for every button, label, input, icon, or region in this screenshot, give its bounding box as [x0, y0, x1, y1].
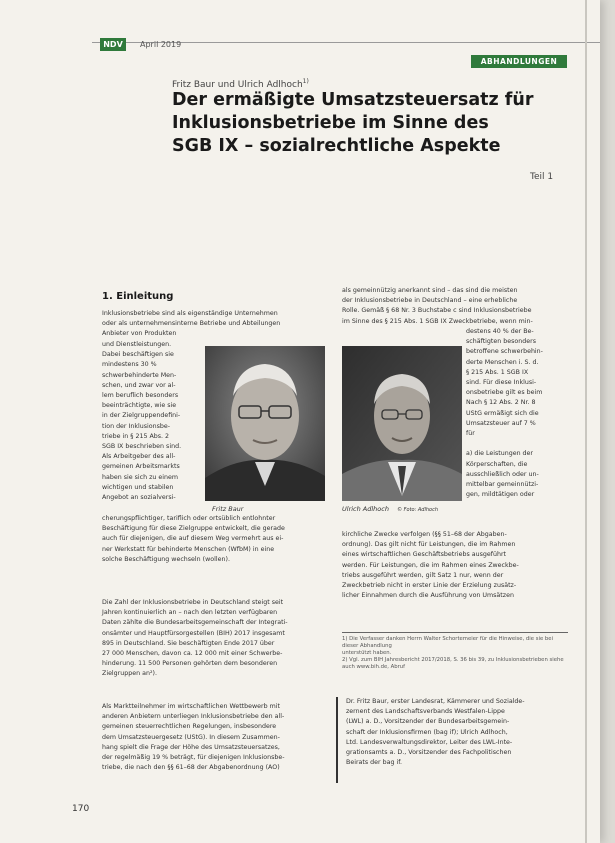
- bio-line: zernent des Landschaftsverbands Westfalen-Lippe: [346, 708, 505, 716]
- authors-text: Fritz Baur und Ulrich Adlhoch: [172, 80, 303, 90]
- caption-name: Ulrich Adlhoch: [342, 505, 389, 513]
- col1-p3-line: dem Umsatzsteuergesetz (UStG). In diesem Zusammen-: [102, 733, 280, 741]
- col1-paragraph-2: [102, 598, 330, 680]
- portrait-image: [205, 346, 325, 501]
- col1-narrow-text: [102, 340, 202, 503]
- caption-credit: © Foto: Adlhoch: [397, 507, 439, 513]
- article-title: [172, 89, 562, 158]
- footnote-line: 1) Die Verfasser danken Herrn Walter Schortemeier für die Hinweise, die sie bei dieser Abhandlung: [342, 636, 553, 649]
- col1-p2-line: hinderung. 11 500 Personen gehörten dem besonderen: [102, 660, 278, 668]
- col1-narrow-line: und Dienstleistungen.: [102, 341, 172, 348]
- col1-paragraph-3: [102, 702, 330, 773]
- footnote-line: unterstützt haben.: [342, 650, 392, 656]
- bio-line: grationsamts a. D., Vorsitzender des Fachpolitischen: [346, 749, 512, 757]
- col1-narrow-line: tion der Inklusionsbe-: [102, 422, 171, 430]
- author-bio-box: [336, 697, 568, 783]
- col1-p3-line: anderen Anbietern unterliegen Inklusionsbetriebe den all-: [102, 713, 285, 721]
- col1-p2-line: Jahren kontinuierlich an – nach den letzten verfügbaren: [102, 609, 278, 617]
- col2-top-line: als gemeinnützig anerkannt sind – das sind die meisten: [342, 287, 518, 294]
- col1-top-line: Inklusionsbetriebe sind als eigenständige Unternehmen: [102, 310, 278, 317]
- col2-bottom-line: eines wirtschaftlichen Geschäftsbetriebs ausgeführt: [342, 551, 507, 559]
- col1-top-text: [102, 309, 330, 340]
- footnote-line: auch www.bih.de, Abruf: [342, 664, 405, 670]
- col2-narrow-line: onsbetriebe gilt es beim: [466, 389, 543, 397]
- bio-line: (LWL) a. D., Vorsitzender der Bundesarbeitsgemein-: [346, 718, 510, 726]
- col2-bottom-line: ordnung). Das gilt nicht für Leistungen, die im Rahmen: [342, 541, 516, 549]
- col1-narrow-line: Dabei beschäftigen sie: [102, 351, 174, 359]
- col2-narrow-line: UStG ermäßigt sich die: [466, 409, 539, 417]
- col2-narrow-line: gen, mildtätigen oder: [466, 491, 535, 499]
- col2-bottom-line: triebs ausgeführt werden, gilt Satz 1 nur, wenn der: [342, 571, 504, 579]
- col1-p2-line: 895 in Deutschland. Sie beschäftigten Ende 2017 über: [102, 639, 275, 647]
- col2-narrow-line: Umsatzsteuer auf 7 %: [466, 419, 536, 427]
- col1-narrow-line: beeinträchtigte, wie sie: [102, 402, 177, 410]
- col1-bottom-text: [102, 514, 330, 565]
- bio-line: schaft der Inklusionsfirmen (bag if); Ulrich Adlhoch,: [346, 728, 508, 736]
- page-number: 170: [72, 804, 90, 814]
- portrait-image: [342, 346, 462, 501]
- col2-narrow-line: Körperschaften, die: [466, 460, 528, 468]
- col2-top: [342, 286, 568, 327]
- footnote-line: 2) Vgl. zum BIH Jahresbericht 2017/2018, S. 36 bis 39, zu Inklusionsbetrieben siehe: [342, 657, 564, 663]
- bio-text: [346, 697, 568, 768]
- col2-top-line: im Sinne des § 215 Abs. 1 SGB IX Zweckbetriebe, wenn min-: [342, 317, 533, 325]
- col2-narrow-text: [466, 327, 568, 500]
- col2-top-line: der Inklusionsbetriebe in Deutschland – eine erhebliche: [342, 297, 518, 305]
- col1-bottom-line: ner Werkstatt für behinderte Menschen (WfbM) in eine: [102, 545, 275, 553]
- col1-narrow-line: in der Zielgruppendefini-: [102, 412, 181, 420]
- col1-p2-line: onsämter und Hauptfürsorgestellen (BIH) 2017 insgesamt: [102, 629, 285, 637]
- col2-top-line: Rolle. Gemäß § 68 Nr. 3 Buchstabe c sind Inklusionsbetriebe: [342, 307, 532, 315]
- footnote-rule: [342, 632, 568, 633]
- photo-caption-adlhoch: [342, 505, 438, 513]
- col2-narrow-line: [466, 439, 568, 449]
- col1-top: [102, 309, 330, 340]
- col1-p2-line: Die Zahl der Inklusionsbetriebe in Deutschland steigt seit: [102, 599, 284, 606]
- col2-narrow-line: schäftigten besonders: [466, 338, 536, 346]
- col1-bottom-line: auch für diejenigen, die auf diesem Weg vermehrt aus ei-: [102, 535, 284, 543]
- col1-p3-line: triebe, die nach den §§ 61–68 der Abgabenordnung (AO): [102, 764, 280, 772]
- col1-top-line: Anbieter von Produkten: [102, 330, 177, 338]
- col2-bottom-line: kirchliche Zwecke verfolgen (§§ 51–68 der Abgaben-: [342, 531, 507, 538]
- col2-narrow-line: derte Menschen i. S. d.: [466, 358, 539, 366]
- col1-narrow-line: schwerbehinderte Men-: [102, 371, 177, 379]
- col2-top-text: [342, 286, 568, 327]
- col1-p2-line: Daten zählte die Bundesarbeitsgemeinschaft der Integrati-: [102, 619, 288, 627]
- col1-narrow-line: mindestens 30 %: [102, 361, 157, 369]
- col1-p2-line: 27 000 Menschen, davon ca. 12 000 mit einer Schwerbe-: [102, 650, 283, 658]
- col2-narrow-line: mittelbar gemeinnützi-: [466, 481, 539, 489]
- col1-p2-text: [102, 598, 330, 680]
- col1-narrow-line: lem beruflich besonders: [102, 392, 179, 400]
- col2-narrow-line: Nach § 12 Abs. 2 Nr. 8: [466, 399, 536, 407]
- title-line-1: Der ermäßigte Umsatzsteuersatz für: [172, 90, 534, 110]
- bio-line: Beirats der bag if.: [346, 759, 402, 767]
- col1-p3-text: [102, 702, 330, 773]
- col2-bottom-text: [342, 530, 568, 601]
- journal-badge: NDV: [100, 38, 126, 51]
- col1-narrow-line: Angebot an sozialversi-: [102, 494, 176, 502]
- author-footnote-mark: 1): [302, 78, 309, 85]
- col1-p3-line: gemeinen steuerrechtlichen Regelungen, insbesondere: [102, 723, 277, 731]
- col1-top-line: oder als unternehmensinterne Betriebe und Abteilungen: [102, 320, 281, 328]
- col2-narrow-line: betroffene schwerbehin-: [466, 348, 543, 356]
- section-badge: ABHANDLUNGEN: [471, 55, 567, 68]
- section-heading: 1. Einleitung: [102, 291, 174, 302]
- col2-narrow-line: a) die Leistungen der: [466, 450, 534, 458]
- col1-p3-line: der regelmäßig 19 % beträgt, für diejenigen Inklusionsbe-: [102, 754, 285, 762]
- col1-narrow-line: triebe in § 215 Abs. 2: [102, 432, 170, 440]
- col2-narrow-line: ausschließlich oder un-: [466, 470, 539, 478]
- page-edge: [585, 0, 587, 843]
- col1-p3-line: Als Marktteilnehmer im wirtschaftlichen Wettbewerb mit: [102, 703, 280, 710]
- issue-date: April 2019: [140, 40, 182, 49]
- bio-line: Dr. Fritz Baur, erster Landesrat, Kämmerer und Sozialde-: [346, 698, 525, 705]
- col1-narrow-line: wichtigen und stabilen: [102, 483, 174, 491]
- col2-narrow-line: destens 40 % der Be-: [466, 328, 534, 335]
- title-line-3: SGB IX – sozialrechtliche Aspekte: [172, 136, 501, 156]
- col1-narrow-line: Als Arbeitgeber des all-: [102, 453, 176, 461]
- col1-bottom-line: solche Beschäftigung wechseln (wollen).: [102, 555, 230, 563]
- photo-fritz-baur: [205, 346, 325, 501]
- bio-line: Ltd. Landesverwaltungsdirektor, Leiter des LWL-Inte-: [346, 738, 513, 746]
- col2-bottom-line: licher Einnahmen durch die Ausführung von Umsätzen: [342, 592, 514, 600]
- footnotes: [342, 636, 568, 671]
- col2-bottom-line: Zweckbetrieb nicht in erster Linie der Erzielung zusätz-: [342, 582, 517, 590]
- col1-narrow-line: gemeinen Arbeitsmarkts: [102, 463, 180, 471]
- col1-bottom-line: cherungspflichtiger, tariflich oder ortsüblich entlohnter: [102, 515, 276, 522]
- col1-narrow-line: haben sie sich zu einem: [102, 473, 179, 481]
- col1-bottom-line: Beschäftigung für diese Zielgruppe entwickelt, die gerade: [102, 525, 285, 533]
- col1-narrow-line: schen, und zwar vor al-: [102, 381, 176, 389]
- col2-bottom: [342, 530, 568, 601]
- photo-caption-baur: Fritz Baur: [212, 505, 244, 513]
- article-part: Teil 1: [530, 172, 554, 182]
- col1-p2-line: Zielgruppen an²).: [102, 670, 157, 678]
- photo-ulrich-adlhoch: [342, 346, 462, 501]
- col2-narrow-line: § 215 Abs. 1 SGB IX: [466, 368, 529, 376]
- col2-narrow-line: sind. Für diese Inklusi-: [466, 379, 537, 387]
- title-line-2: Inklusionsbetriebe im Sinne des: [172, 113, 489, 133]
- col1-narrow: [102, 340, 202, 503]
- col1-bottom: [102, 514, 330, 565]
- col1-narrow-line: SGB IX beschrieben sind.: [102, 443, 182, 451]
- col2-bottom-line: werden. Für Leistungen, die im Rahmen eines Zweckbe-: [342, 561, 519, 569]
- col2-narrow: [466, 327, 568, 500]
- col2-narrow-line: für: [466, 430, 475, 438]
- col1-p3-line: hang spielt die Frage der Höhe des Umsatzsteuersatzes,: [102, 743, 280, 751]
